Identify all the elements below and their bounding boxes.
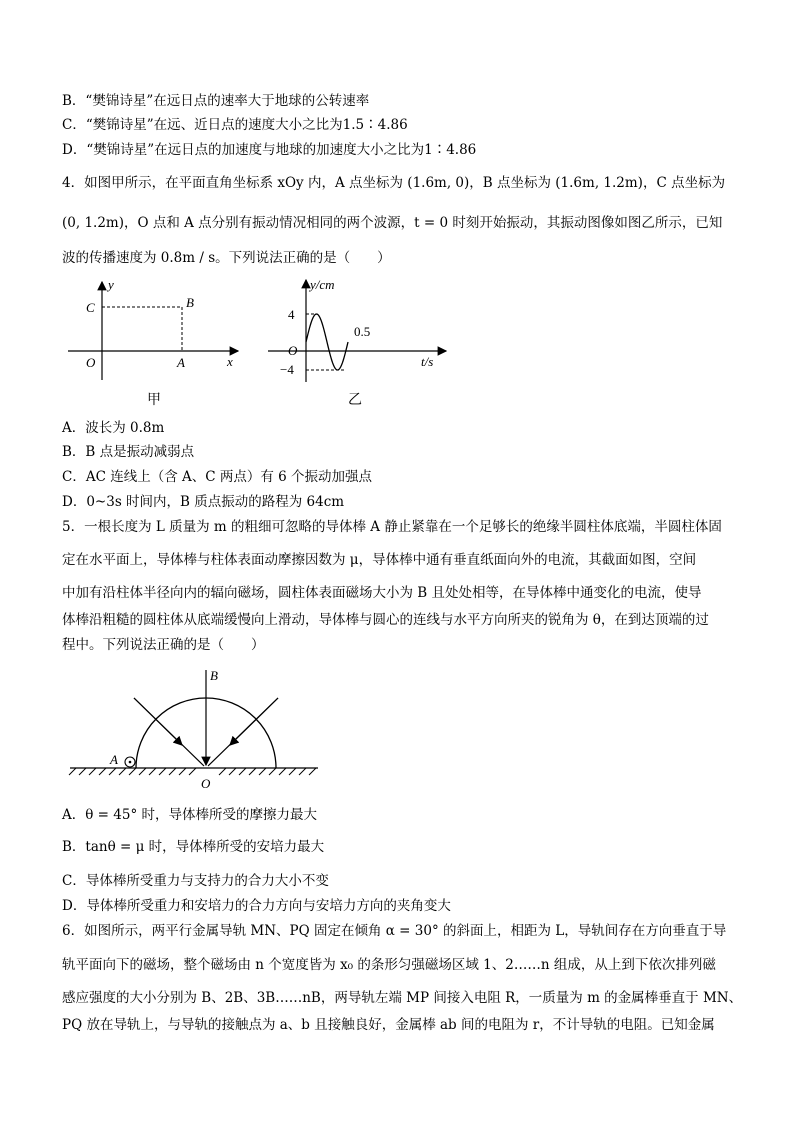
figure-yi-vibration-graph <box>268 272 468 412</box>
ground-hatching <box>69 768 316 775</box>
q5-option-b: B．tanθ = μ 时，导体棒所受的安培力最大 <box>62 839 325 855</box>
current-out-of-page-dot <box>129 761 132 764</box>
q5-option-d: D．导体棒所受重力和安培力的合力方向与安培力方向的夹角变大 <box>62 898 451 914</box>
q3-option-b: B．“樊锦诗星”在远日点的速率大于地球的公转速率 <box>62 93 370 109</box>
q4-stem-line-1: 4．如图甲所示，在平面直角坐标系 xOy 内，A 点坐标为 (1.6m, 0)，B 点坐标为 (1.6m, 1.2m)，C 点坐标为 <box>62 175 726 191</box>
q4-option-a: A．波长为 0.8m <box>62 420 165 436</box>
jia-label-x: x <box>227 354 233 369</box>
q4-stem-line-3: 波的传播速度为 0.8m / s。下列说法正确的是（ ） <box>62 250 391 266</box>
q5-stem-line-3: 中加有沿柱体半径向内的辐向磁场，圆柱体表面磁场大小为 B 且处处相等，在导体棒中通变化的电流，使导 <box>62 585 702 601</box>
q3-option-d: D．“樊锦诗星”在远日点的加速度与地球的加速度大小之比为1∶4.86 <box>62 142 477 158</box>
q5-stem-line-1: 5．一根长度为 L 质量为 m 的粗细可忽略的导体棒 A 静止紧靠在一个足够长的绝缘半圆柱体底端，半圆柱体固 <box>62 519 722 535</box>
label-a: A <box>110 752 118 767</box>
yi-caption: 乙 <box>348 393 362 408</box>
figure-half-cylinder <box>66 664 326 792</box>
q4-option-b: B．B 点是振动减弱点 <box>62 444 195 460</box>
q5-stem-line-4: 体棒沿粗糙的圆柱体从底端缓慢向上滑动，导体棒与圆心的连线与水平方向所夹的锐角为 θ，在到达顶端的过 <box>62 612 709 628</box>
yi-label-neg4: −4 <box>280 362 294 377</box>
yi-axis-label-y: y/cm <box>310 277 335 292</box>
jia-label-c: C <box>86 300 95 315</box>
jia-label-a: A <box>177 355 185 370</box>
q6-stem-line-4: PQ 放在导轨上，与导轨的接触点为 a、b 且接触良好，金属棒 ab 间的电阻为 r，不计导轨的电阻。已知金属 <box>62 1017 715 1033</box>
q5-option-a: A．θ = 45° 时，导体棒所受的摩擦力最大 <box>62 807 317 823</box>
yi-axis-label-t: t/s <box>421 354 434 369</box>
q4-option-d: D．0~3s 时间内，B 质点振动的路程为 64cm <box>62 494 345 510</box>
label-o: O <box>201 776 211 791</box>
q6-stem-line-2: 轨平面向下的磁场，整个磁场由 n 个宽度皆为 x₀ 的条形匀强磁场区域 1、2……n 组成，从上到下依次排列磁 <box>62 957 716 973</box>
label-b: B <box>210 668 218 683</box>
q5-stem-line-5: 程中。下列说法正确的是（ ） <box>62 637 265 653</box>
yi-label-o: O <box>288 343 298 358</box>
jia-label-b: B <box>186 295 194 310</box>
q4-option-c: C．AC 连线上（含 A、C 两点）有 6 个振动加强点 <box>62 469 373 485</box>
q6-stem-line-1: 6．如图所示，两平行金属导轨 MN、PQ 固定在倾角 α = 30° 的斜面上，相距为 L，导轨间存在方向垂直于导 <box>62 923 727 939</box>
yi-label-4: 4 <box>288 307 295 322</box>
q4-stem-line-2: (0, 1.2m)，O 点和 A 点分别有振动情况相同的两个波源，t = 0 时刻开始振动，其振动图像如图乙所示，已知 <box>62 215 723 231</box>
jia-label-y: y <box>108 277 114 292</box>
jia-label-o: O <box>86 355 96 370</box>
jia-caption: 甲 <box>147 393 161 408</box>
q3-option-c: C．“樊锦诗星”在远、近日点的速度大小之比为1.5∶4.86 <box>62 117 408 133</box>
figure-jia-coordinate-plane <box>60 272 250 412</box>
q5-option-c: C．导体棒所受重力与支持力的合力大小不变 <box>62 873 329 889</box>
sine-wave-curve <box>306 314 348 370</box>
yi-label-period: 0.5 <box>354 324 371 339</box>
q5-stem-line-2: 定在水平面上，导体棒与柱体表面动摩擦因数为 μ，导体棒中通有垂直纸面向外的电流，其截面如图，空间 <box>62 552 697 568</box>
q6-stem-line-3: 感应强度的大小分别为 B、2B、3B……nB，两导轨左端 MP 间接入电阻 R，一质量为 m 的金属棒垂直于 MN、 <box>62 990 743 1006</box>
